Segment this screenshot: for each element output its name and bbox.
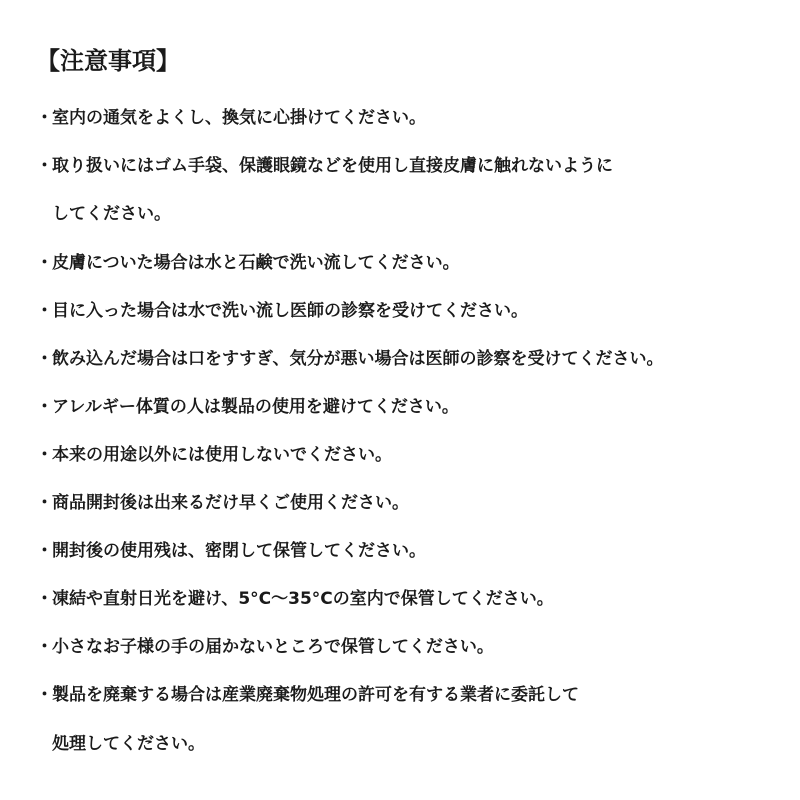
- caution-item-ingestion: [36, 348, 664, 370]
- bullet: ・: [36, 637, 53, 657]
- caution-item-intended-use: [36, 444, 392, 466]
- caution-item-text: 目に入った場合は水で洗い流し医師の診察を受けてください。: [52, 301, 528, 321]
- caution-item-storage-temperature: [36, 588, 554, 610]
- caution-item-text: 取り扱いにはゴム手袋、保護眼鏡などを使用し直接皮膚に触れないように: [52, 156, 613, 176]
- caution-item-text: 凍結や直射日光を避け、5°C～35°Cの室内で保管してください。: [52, 589, 554, 609]
- page-title: 【注意事項】: [36, 47, 180, 75]
- caution-item-protective-gear: [36, 155, 613, 177]
- caution-item-disposal: [36, 684, 579, 706]
- caution-item-eye-contact: [36, 300, 528, 322]
- bullet: ・: [36, 108, 53, 128]
- bullet: ・: [36, 685, 53, 705]
- bullet: ・: [36, 349, 53, 369]
- caution-item-skin-contact: [36, 252, 460, 274]
- bullet: ・: [36, 589, 53, 609]
- bullet: ・: [36, 541, 53, 561]
- caution-item-use-soon: [36, 492, 409, 514]
- caution-item-continuation: してください。: [52, 204, 171, 224]
- caution-item-sealed-storage: [36, 540, 426, 562]
- caution-item-text: 小さなお子様の手の届かないところで保管してください。: [52, 637, 494, 657]
- bullet: ・: [36, 397, 53, 417]
- caution-item-text: 製品を廃棄する場合は産業廃棄物処理の許可を有する業者に委託して: [52, 685, 579, 705]
- bullet: ・: [36, 253, 53, 273]
- caution-item-text: 室内の通気をよくし、換気に心掛けてください。: [52, 108, 426, 128]
- caution-item-allergy: [36, 396, 459, 418]
- caution-item-text: アレルギー体質の人は製品の使用を避けてください。: [52, 397, 459, 417]
- bullet: ・: [36, 445, 53, 465]
- caution-item-text: 飲み込んだ場合は口をすすぎ、気分が悪い場合は医師の診察を受けてください。: [52, 349, 664, 369]
- caution-item-text: 商品開封後は出来るだけ早くご使用ください。: [52, 493, 409, 513]
- caution-item-children: [36, 636, 494, 658]
- bullet: ・: [36, 493, 53, 513]
- caution-item-text: 本来の用途以外には使用しないでください。: [52, 445, 392, 465]
- caution-item-continuation: 処理してください。: [52, 734, 205, 754]
- bullet: ・: [36, 301, 53, 321]
- caution-item-ventilation: [36, 107, 426, 129]
- bullet: ・: [36, 156, 53, 176]
- caution-item-text: 皮膚についた場合は水と石鹸で洗い流してください。: [52, 253, 460, 273]
- caution-item-text: 開封後の使用残は、密閉して保管してください。: [52, 541, 426, 561]
